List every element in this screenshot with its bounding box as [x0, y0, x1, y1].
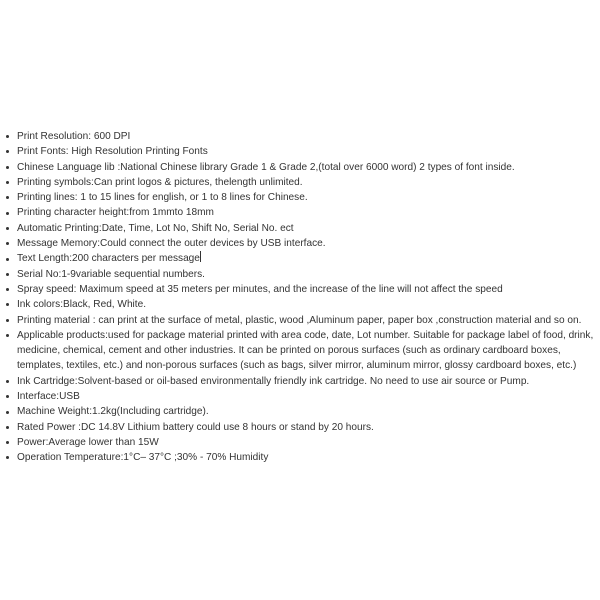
spec-item-ink-colors	[6, 297, 598, 312]
spec-item-printing-symbols	[6, 175, 598, 190]
bullet-icon	[6, 166, 9, 169]
text-cursor	[200, 251, 201, 262]
bullet-icon	[6, 411, 9, 414]
bullet-icon	[6, 288, 9, 291]
spec-text: Machine Weight:1.2kg(Including cartridge).	[17, 406, 209, 418]
spec-item-interface	[6, 389, 598, 404]
bullet-icon	[6, 380, 9, 383]
spec-item-machine-weight	[6, 404, 598, 419]
bullet-icon	[6, 258, 9, 261]
spec-text: Applicable products:used for package material printed with area code, date, Lot number. Suitable for package label of food, drink, medicine, chemical, cement and other industries. It can be printed on porous surfaces (such as ordinary cardboard boxes, templates, textiles, etc.) and non-porous surfaces (such as bags, silver mirror, aluminum mirror, glossy cardboard boxes, etc.)	[17, 329, 594, 372]
spec-item-message-memory	[6, 236, 598, 251]
spec-text: Ink Cartridge:Solvent-based or oil-based environmentally friendly ink cartridge. No need to use air source or Pump.	[17, 375, 530, 387]
spec-item-operation-temperature	[6, 450, 598, 465]
bullet-icon	[6, 135, 9, 138]
bullet-icon	[6, 334, 9, 337]
bullet-icon	[6, 150, 9, 153]
spec-item-spray-speed	[6, 282, 598, 297]
bullet-icon	[6, 212, 9, 215]
spec-item-character-height	[6, 205, 598, 220]
spec-item-text-length	[6, 251, 598, 266]
spec-text: Operation Temperature:1°C– 37°C ;30% - 70% Humidity	[17, 452, 269, 464]
spec-text: Printing character height:from 1mmto 18mm	[17, 207, 214, 219]
bullet-icon	[6, 319, 9, 322]
spec-item-chinese-library	[6, 160, 598, 175]
spec-text: Chinese Language lib :National Chinese library Grade 1 & Grade 2,(total over 6000 word) 2 types of font inside.	[17, 161, 515, 173]
spec-item-automatic-printing	[6, 221, 598, 236]
bullet-icon	[6, 456, 9, 459]
spec-item-printing-material	[6, 313, 598, 328]
bullet-icon	[6, 441, 9, 444]
spec-item-power	[6, 435, 598, 450]
spec-text: Printing lines: 1 to 15 lines for english, or 1 to 8 lines for Chinese.	[17, 192, 308, 204]
spec-text: Rated Power :DC 14.8V Lithium battery could use 8 hours or stand by 20 hours.	[17, 421, 374, 433]
spec-text: Spray speed: Maximum speed at 35 meters per minutes, and the increase of the line will not affect the speed	[17, 283, 503, 295]
spec-text: Printing symbols:Can print logos & pictures, thelength unlimited.	[17, 176, 303, 188]
spec-item-applicable-products	[6, 328, 598, 374]
spec-text: Ink colors:Black, Red, White.	[17, 299, 147, 311]
spec-text: Printing material : can print at the surface of metal, plastic, wood ,Aluminum paper, paper box ,construction material and so on.	[17, 314, 582, 326]
bullet-icon	[6, 273, 9, 276]
bullet-icon	[6, 227, 9, 230]
spec-list	[6, 129, 598, 466]
spec-item-print-resolution	[6, 129, 598, 144]
spec-text: Power:Average lower than 15W	[17, 436, 159, 448]
spec-text: Interface:USB	[17, 391, 80, 403]
bullet-icon	[6, 426, 9, 429]
bullet-icon	[6, 181, 9, 184]
spec-item-rated-power	[6, 420, 598, 435]
spec-item-printing-lines	[6, 190, 598, 205]
spec-text: Text Length:200 characters per message	[17, 253, 200, 265]
spec-text: Serial No:1-9variable sequential numbers.	[17, 268, 205, 280]
bullet-icon	[6, 303, 9, 306]
spec-text: Print Resolution: 600 DPI	[17, 131, 131, 142]
spec-item-print-fonts	[6, 144, 598, 159]
bullet-icon	[6, 395, 9, 398]
spec-text: Automatic Printing:Date, Time, Lot No, Shift No, Serial No. ect	[17, 222, 294, 234]
spec-text: Print Fonts: High Resolution Printing Fonts	[17, 146, 208, 158]
bullet-icon	[6, 242, 9, 245]
bullet-icon	[6, 196, 9, 199]
spec-item-serial-no	[6, 267, 598, 282]
spec-text: Message Memory:Could connect the outer devices by USB interface.	[17, 238, 326, 250]
spec-item-ink-cartridge	[6, 374, 598, 389]
